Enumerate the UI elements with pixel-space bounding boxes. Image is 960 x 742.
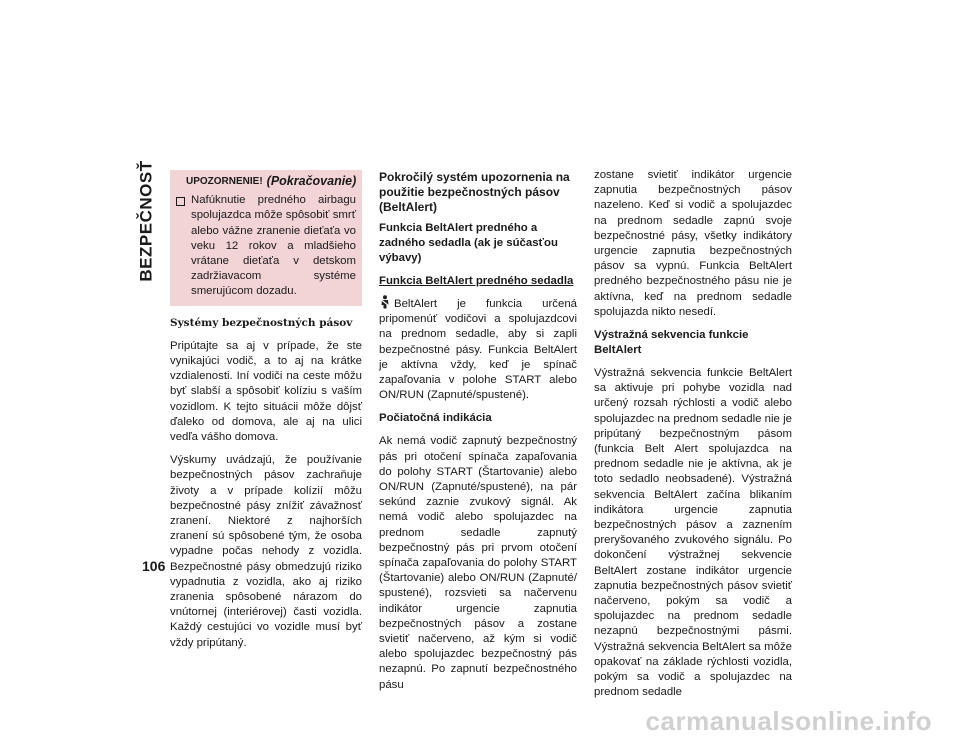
section-title xyxy=(134,160,160,282)
column-3 xyxy=(594,168,792,709)
paragraph: zostane svietiť indikátor urgencie zapnutia bezpečnostných pásov nazeleno. Keď si vodič a spolujazdec na prednom sedadle zapnú svoje bezpečnostné pásy, všetky indikátory urgencie zapnutia bezpečnostných pásov sa vypnú. Funkcia BeltAlert predného bezpečnostného pásu nie je aktívna, keď na prednom sedadle spolujazda nikto nesedí. xyxy=(594,169,792,318)
initial-indication-heading: Počiatočná indikácia xyxy=(379,412,492,425)
column-1 xyxy=(170,170,362,659)
paragraph: Výstražná sekvencia funkcie BeltAlert sa aktivuje pri pohybe vozidla nad určený rozsah rýchlosti a vodič alebo spolujazdec na prednom sedadle nie je pripútaný bezpečnostným pásom (funkcia Belt Alert spolujazdca na prednom sedadle nie je aktívna, ak je toto sedadlo neobsadené). Výstražná sekvencia BeltAlert začína blikaním indikátora urgencie zapnutia bezpečnostných pásov a zaznením prerуšovaného zvukového signálu. Po dokončení výstražnej sekvencie BeltAlert zostane indikátor urgencie zapnutia bezpečnostných pásov svietiť načerveno, pokým sa vodič a spolujazdec na prednom sedadle nezapnú bezpečnostnými pásmi. Výstražná sekvencia BeltAlert sa môže opakovať na základe rýchlosti vozidla, pokým sa vodič a spolujazdec na prednom sedadle xyxy=(594,367,792,699)
seatbelt-icon xyxy=(379,295,391,309)
beltalert-front-rear-heading: Funkcia BeltAlert predného a zadného sedadla (ak je súčasťou výbavy) xyxy=(379,222,558,264)
watermark: carmanualsonline.info xyxy=(645,706,932,736)
seatbelt-systems-heading: Systémy bezpečnostných pásov xyxy=(170,316,353,329)
warning-item xyxy=(176,193,356,299)
section-title-text: BEZPEČNOSŤ xyxy=(137,160,156,282)
beltalert-front-heading: Funkcia BeltAlert predného sedadla xyxy=(379,275,574,287)
warning-label: UPOZORNENIE! xyxy=(186,176,263,187)
paragraph xyxy=(379,295,577,403)
beltalert-intro: BeltAlert je funkcia určená pripomenúť vodičovi a spolujazdcovi na prednom sedadle, aby si zapli bezpečnostné pásy. Funkcia BeltAlert je aktívna vždy, keď je spínač zapaľovania v polohe START alebo ON/RUN (Zapnuté/spustené). xyxy=(379,298,577,402)
bullet-box-icon xyxy=(176,197,185,206)
warning-continuation: (Pokračovanie) xyxy=(266,174,357,188)
paragraph: Ak nemá vodič zapnutý bezpečnostný pás pri otočení spínača zapaľovania do polohy START (Štartovanie) alebo ON/RUN (Zapnuté/spustené), na pár sekúnd zaznie zvukový signál. Ak nemá vodič alebo spolujazdec na prednom sedadle zapnutý bezpečnostný pás pri prvom otočení spínača zapaľovania do polohy START (Štartovanie) alebo ON/RUN (Zapnuté/ spustené), rozsvieti sa načervenu indikátor urgencie zapnutia bezpečnostných pásov a zostane svietiť načerveno, až kým si vodič alebo spolujazdec bezpečnostný pás nezapnú. Po zapnutí bezpečnostného pásu xyxy=(379,435,577,691)
warning-header xyxy=(176,174,356,189)
beltalert-title: Pokročilý systém upozornenia na použitie bezpečnostných pásov (BeltAlert) xyxy=(379,170,570,214)
paragraph: Pripútajte sa aj v prípade, že ste vynikajúci vodič, a to aj na krátke vzdialenosti. Iní vodiči na ceste môžu byť slabší a spôsobiť kolíziu s vaším vozidlom. K tejto situácii môže dôjsť ďaleko od domova, ale aj na ulici vedľa vášho domova. xyxy=(170,339,362,444)
column-2 xyxy=(379,170,577,701)
warning-box xyxy=(170,170,362,306)
warning-text: Nafúknutie predného airbagu spolujazdca môže spôsobiť smrť alebo vážne zranenie dieťaťa vo veku 12 rokov a mladšieho vrátane dieťaťa v detskom zadržiavacom systéme smerujúcom dozadu. xyxy=(191,194,356,298)
page-number: 106 xyxy=(142,558,166,574)
paragraph: Výskumy uvádzajú, že používanie bezpečnostných pásov zachraňuje životy a v prípade kolízií môžu bezpečnostné pásy znížiť závažnosť zranení. Niektoré z najhorších zranení sú spôsobené tým, že osoba vypadne počas nehody z vozidla. Bezpečnostné pásy obmedzujú riziko vypadnutia z vozidla, ako aj riziko zranenia spôsobené nárazom do vnútornej (interiérovej) časti vozidla. Každý cestujúci vo vozidle musí byť vždy pripútaný. xyxy=(170,454,362,649)
warning-sequence-heading: Výstražná sekvencia funkcie BeltAlert xyxy=(594,329,749,357)
